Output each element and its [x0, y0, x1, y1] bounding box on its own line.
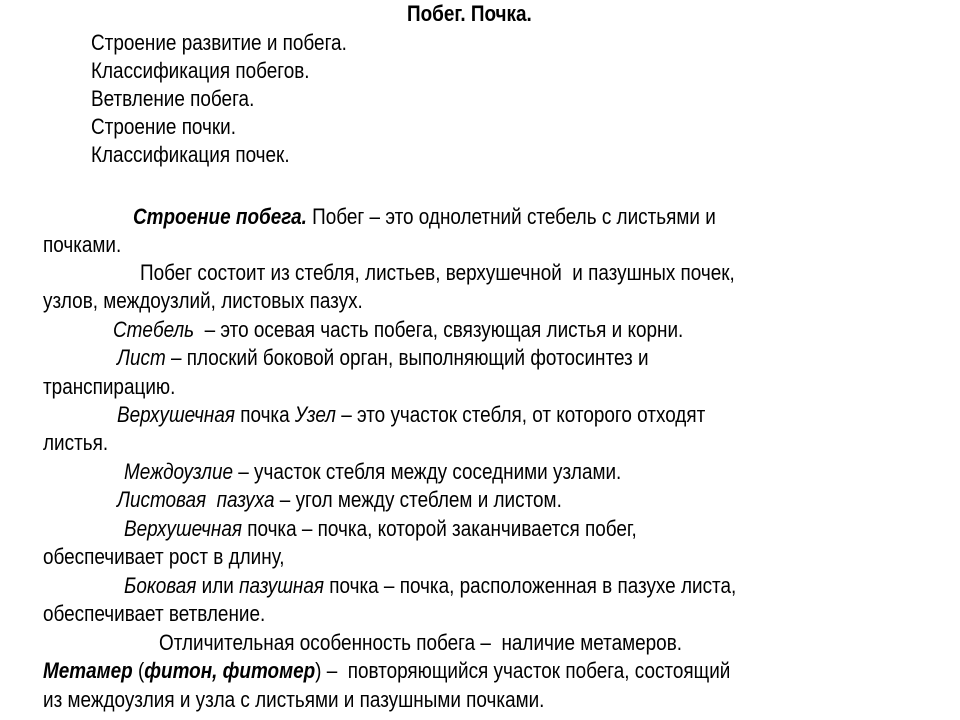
text: почка – почка, которой заканчивается побег, — [241, 516, 637, 541]
term: Стебель — [113, 317, 195, 342]
term: Листовая пазуха — [117, 487, 275, 512]
paragraph-continuation: обеспечивает рост в длину, — [43, 544, 285, 569]
term: пазушная — [239, 573, 324, 598]
outline-item: Строение почки. — [91, 114, 237, 139]
text: ) — [315, 658, 322, 683]
definition-leaf-axil — [117, 486, 562, 514]
paragraph-metamers: Отличительная особенность побега – наличие метамеров. — [159, 630, 683, 655]
definition-metamer — [43, 657, 730, 685]
text: – это участок стебля, от которого отходят — [335, 402, 706, 427]
term: Метамер — [43, 658, 133, 683]
text: Побег – это однолетний стебель с листьями и — [306, 204, 716, 229]
term: Лист — [117, 345, 166, 370]
outline-item: Строение развитие и побега. — [91, 30, 347, 55]
outline-item: Ветвление побега. — [91, 86, 255, 111]
paragraph-continuation: из междоузлия и узла с листьями и пазушными почками. — [43, 687, 545, 712]
definition-lateral-bud — [124, 572, 736, 600]
text: – повторяющийся участок побега, состоящий — [321, 658, 731, 683]
paragraph-continuation: узлов, междоузлий, листовых пазух. — [43, 288, 363, 313]
outline-item: Классификация почек. — [91, 142, 290, 167]
definition-leaf — [117, 344, 649, 372]
definition-node — [117, 401, 705, 429]
definition-internode — [124, 458, 621, 486]
paragraph-continuation: листья. — [43, 430, 109, 455]
outline-item: Классификация побегов. — [91, 58, 310, 83]
term: фитон, фитомер — [144, 658, 316, 683]
definition-stem — [113, 316, 683, 344]
paragraph-shoot-parts: Побег состоит из стебля, листьев, верхушечной и пазушных почек, — [140, 260, 735, 285]
paragraph-continuation: почками. — [43, 232, 122, 257]
text: – угол между стеблем и листом. — [274, 487, 562, 512]
term: Верхушечная — [117, 402, 235, 427]
paragraph-continuation: обеспечивает ветвление. — [43, 601, 266, 626]
text: – участок стебля между соседними узлами. — [233, 459, 622, 484]
text: почка — [234, 402, 295, 427]
term: Междоузлие — [124, 459, 234, 484]
text: почка – почка, расположенная в пазухе листа, — [323, 573, 737, 598]
term: Боковая — [124, 573, 197, 598]
paragraph-shoot-structure — [133, 203, 716, 231]
paragraph-continuation: транспирацию. — [43, 374, 176, 399]
text: – плоский боковой орган, выполняющий фотосинтез и — [165, 345, 649, 370]
definition-apical-bud — [124, 515, 637, 543]
text: или — [196, 573, 240, 598]
term: Верхушечная — [124, 516, 242, 541]
term: Строение побега. — [133, 204, 307, 229]
text: – это осевая часть побега, связующая листья и корни. — [194, 317, 684, 342]
text: ( — [132, 658, 145, 683]
page-title: Побег. Почка. — [407, 1, 532, 26]
term: Узел — [294, 402, 336, 427]
